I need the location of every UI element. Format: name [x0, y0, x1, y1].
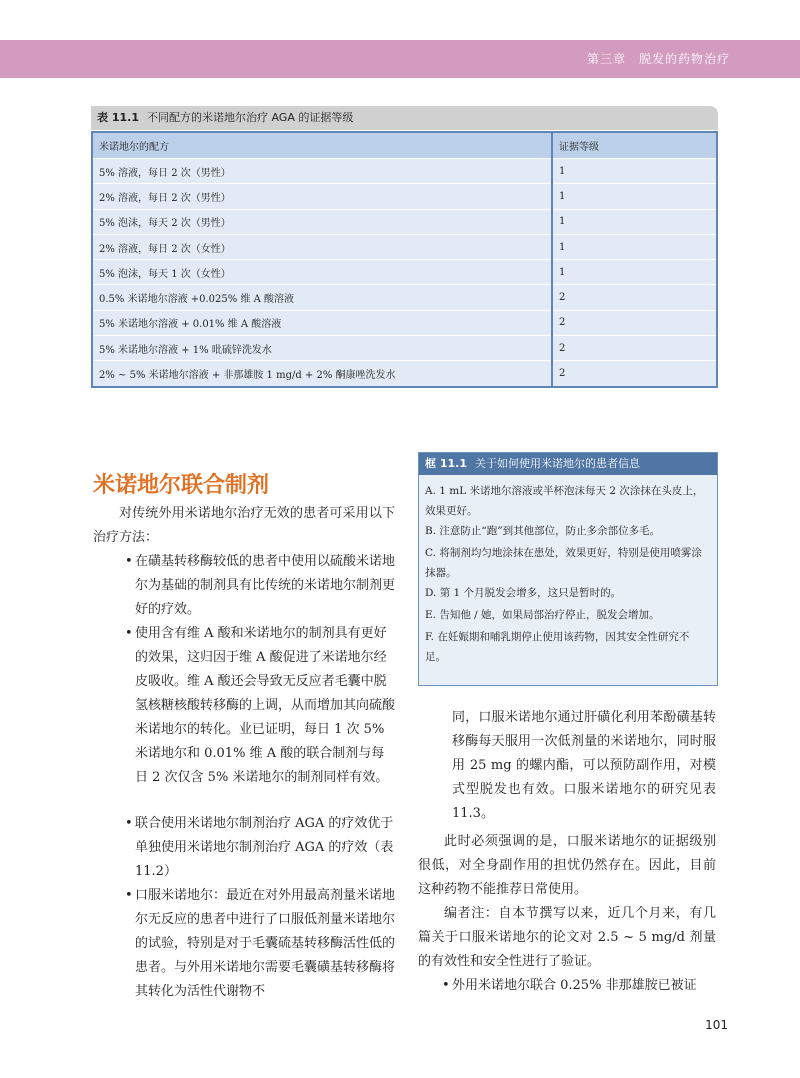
table-row — [92, 234, 717, 259]
bullet-dot: • — [125, 626, 133, 641]
box-item: E. 告知他 / 她，如果局部治疗停止，脱发会增加。 — [425, 609, 660, 621]
table-row — [92, 209, 717, 234]
bullet-item — [125, 884, 396, 1004]
table-cell: 2% 溶液，每日 2 次（女性） — [92, 234, 552, 259]
chapter-header-title: 第三章 脱发的药物治疗 — [586, 52, 730, 66]
box-title: 关于如何使用米诺地尔的患者信息 — [474, 457, 640, 470]
table-cell: 2 — [552, 361, 717, 387]
table-row — [92, 310, 717, 335]
table-header-evidence: 证据等级 — [552, 132, 717, 159]
section-title: 米诺地尔联合制剂 — [93, 473, 270, 498]
bullet-text: 联合使用米诺地尔制剂治疗 AGA 的疗效优于单独使用米诺地尔制剂治疗 AGA 的疗效（表 11.2） — [135, 816, 394, 879]
box-item: D. 第 1 个月脱发会增多，这只是暂时的。 — [425, 587, 622, 599]
table-cell: 2% 溶液，每日 2 次（男性） — [92, 184, 552, 209]
table-row — [92, 285, 717, 310]
table-row — [92, 184, 717, 209]
table-cell: 1 — [552, 159, 717, 184]
bullet-text: 在磺基转移酶较低的患者中使用以硫酸米诺地尔为基础的制剂具有比传统的米诺地尔制剂更好的疗效。 — [135, 554, 396, 617]
patient-info-box — [418, 452, 718, 686]
table-cell: 2 — [552, 336, 717, 361]
table-cell: 2 — [552, 310, 717, 335]
page-number: 101 — [705, 1018, 728, 1032]
table-cell: 1 — [552, 260, 717, 285]
table-cell: 5% 泡沫，每天 1 次（女性） — [92, 260, 552, 285]
intro-paragraph: 对传统外用米诺地尔治疗无效的患者可采用以下治疗方法： — [93, 506, 395, 545]
bullet-dot: • — [125, 888, 133, 903]
continuation-paragraph: 同，口服米诺地尔通过肝磺化利用苯酚磺基转移酶每天服用一次低剂量的米诺地尔，同时服用 25 mg 的螺内酯，可以预防副作用，对模式型脱发也有效。口服米诺地尔的研究见表 11.3。 — [452, 710, 716, 821]
table-cell: 0.5% 米诺地尔溶液 +0.025% 维 A 酸溶液 — [92, 285, 552, 310]
bullet-item — [442, 974, 716, 998]
bullet-item — [125, 812, 395, 884]
bullet-text: 使用含有维 A 酸和米诺地尔的制剂具有更好的效果，这归因于维 A 酸促进了米诺地尔经皮吸收。维 A 酸还会导致无反应者毛囊中脱氢核糖核酸转移酶的上调，从而增加其向硫酸米诺地尔的转化。业已证明，每日 1 次 5% 米诺地尔和 0.01% 维 A 酸的联合制剂与每日 2 次仅含 5% 米诺地尔的制剂同样有效。 — [135, 626, 396, 785]
box-item: B. 注意防止“跑”到其他部位，防止多余部位多毛。 — [425, 525, 661, 537]
table-cell: 1 — [552, 234, 717, 259]
table-label: 表 11.1 — [97, 111, 139, 124]
bullet-dot: • — [442, 978, 450, 993]
table-caption — [91, 106, 718, 130]
table-cell: 2% ~ 5% 米诺地尔溶液 + 非那雄胺 1 mg/d + 2% 酮康唑洗发水 — [92, 361, 552, 387]
table-cell: 5% 米诺地尔溶液 + 0.01% 维 A 酸溶液 — [92, 310, 552, 335]
bullet-item — [125, 622, 396, 790]
box-item: A. 1 mL 米诺地尔溶液或半杯泡沫每天 2 次涂抹在头皮上，效果更好。 — [425, 485, 704, 517]
bullet-item — [125, 550, 396, 622]
bullet-dot: • — [125, 554, 133, 569]
table-title: 不同配方的米诺地尔治疗 AGA 的证据等级 — [146, 111, 354, 124]
table-row — [92, 159, 717, 184]
box-item: F. 在妊娠期和哺乳期停止使用该药物，因其安全性研究不足。 — [425, 631, 690, 663]
table-row — [92, 361, 717, 387]
table-cell: 1 — [552, 184, 717, 209]
box-title-bar — [419, 453, 717, 475]
editor-note-paragraph: 编者注：自本节撰写以来，近几个月来，有几篇关于口服米诺地尔的论文对 2.5 ~ 5 mg/d 剂量的有效性和安全性进行了验证。 — [418, 906, 716, 969]
table-cell: 1 — [552, 209, 717, 234]
table-cell: 5% 泡沫，每天 2 次（男性） — [92, 209, 552, 234]
bullet-text: 口服米诺地尔：最近在对外用最高剂量米诺地尔无反应的患者中进行了口服低剂量米诺地尔的试验，特别是对于毛囊硫基转移酶活性低的患者。与外用米诺地尔需要毛囊磺基转移酶将其转化为活性代谢物不 — [135, 888, 396, 999]
table-row — [92, 260, 717, 285]
table-cell: 2 — [552, 285, 717, 310]
table-row — [92, 336, 717, 361]
table-cell: 5% 溶液，每日 2 次（男性） — [92, 159, 552, 184]
box-label: 框 11.1 — [425, 457, 467, 470]
evidence-note-paragraph: 此时必须强调的是，口服米诺地尔的证据级别很低，对全身副作用的担忧仍然存在。因此，目前这种药物不能推荐日常使用。 — [418, 834, 716, 897]
box-item: C. 将制剂均匀地涂抹在患处，效果更好，特别是使用喷雾涂抹器。 — [425, 547, 702, 579]
bullet-text: 外用米诺地尔联合 0.25% 非那雄胺已被证 — [452, 978, 697, 993]
bullet-dot: • — [125, 816, 133, 831]
table-header-formula: 米诺地尔的配方 — [92, 132, 552, 159]
table-cell: 5% 米诺地尔溶液 + 1% 吡硫锌洗发水 — [92, 336, 552, 361]
evidence-table — [91, 131, 718, 388]
